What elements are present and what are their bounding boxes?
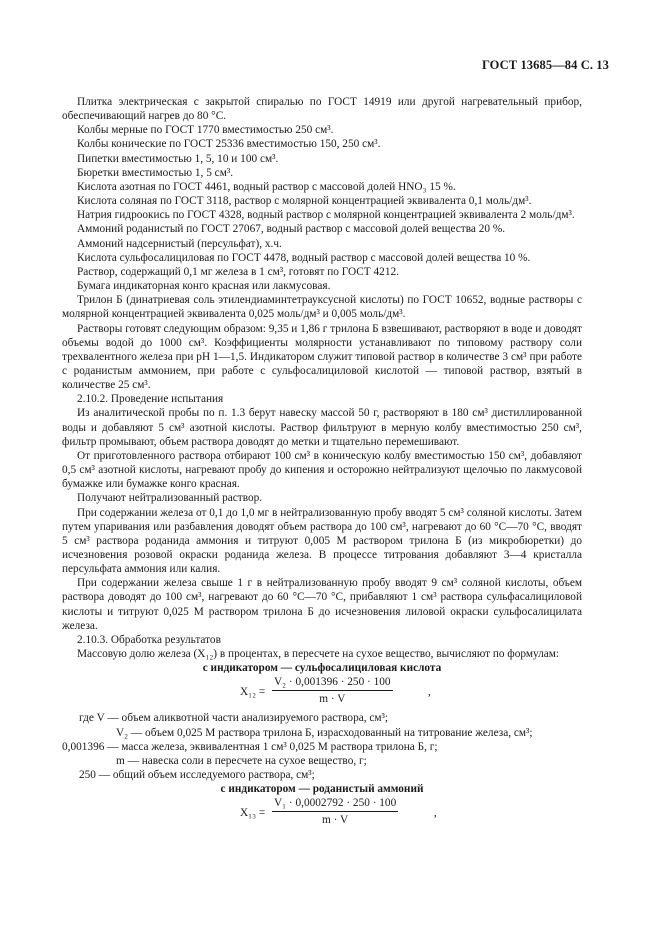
formula-numerator: V₁ · 0,0002792 · 250 · 100 (272, 796, 398, 811)
section-heading: 2.10.3. Обработка результатов (77, 633, 221, 646)
paragraph: Бюретки вместимостью 1, 5 см³. (77, 166, 234, 179)
formula-numerator: V₂ · 0,001396 · 250 · 100 (272, 675, 393, 690)
formula-comma: , (434, 807, 437, 820)
formula-comma: , (428, 686, 431, 699)
formula-denominator: m · V (322, 813, 349, 826)
paragraph: Кислота соляная по ГОСТ 3118, раствор с молярной концентрацией эквивалента 0,1 моль/дм³. (77, 195, 532, 208)
formula-fraction (272, 796, 398, 826)
paragraph: При содержании железа от 0,1 до 1,0 мг в нейтрализованную пробу вводят 5 см³ соляной кислоты. Затем путем упаривания или разбавления доводят объем раствора до 100 см³, нагревают до 60 °С—70 °С, вводят 5 см³ раствора роданида аммония и титруют 0,005 М раствором трилона Б (из микробюретки) до исчезновения розовой окраски роданида железа. В процессе титрования добавляют 3—4 кристалла персульфата аммония или калия. (62, 506, 582, 576)
formula-fraction (272, 675, 393, 705)
definition: 250 — общий объем исследуемого раствора, см³; (79, 769, 315, 782)
paragraph: От приготовленного раствора отбирают 100 см³ в коническую колбу вместимостью 150 см³, добавляют 0,5 см³ азотной кислоты, нагревают пробу до кипения и осторожно нейтрализуют щелочью по лакмусовой бумажке или бумажке конго красная. (62, 449, 582, 491)
paragraph: Трилон Б (динатриевая соль этилендиаминтетрауксусной кислоты) по ГОСТ 10652, водные растворы с молярной концентрацией эквивалента 0,025 моль/дм³ и 0,005 моль/дм³. (62, 294, 582, 321)
paragraph: Натрия гидроокись по ГОСТ 4328, водный раствор с молярной концентрацией эквивалента 2 моль/дм³. (77, 209, 575, 222)
formula-lhs: X₁₂ = (240, 686, 266, 699)
formula-heading: с индикатором — сульфосалициловая кислота (202, 662, 442, 675)
paragraph: Получают нейтрализованный раствор. (77, 492, 263, 505)
paragraph: Раствор, содержащий 0,1 мг железа в 1 см³, готовят по ГОСТ 4212. (77, 265, 399, 278)
definition: m — навеска соли в пересчете на сухое вещество, г; (116, 754, 367, 767)
paragraph: Пипетки вместимостью 1, 5, 10 и 100 см³. (77, 152, 279, 165)
paragraph: Колбы конические по ГОСТ 25336 вместимостью 150, 250 см³. (77, 138, 381, 151)
formula-lhs: X₁₃ = (240, 807, 266, 820)
paragraph: Кислота сульфосалициловая по ГОСТ 4478, водный раствор с массовой долей вещества 10 %. (77, 251, 531, 264)
paragraph: Бумага индикаторная конго красная или лакмусовая. (77, 280, 331, 293)
formula-x12 (62, 675, 582, 709)
paragraph: Растворы готовят следующим образом: 9,35 и 1,86 г трилона Б взвешивают, растворяют в воде и доводят объемы водой до 1000 см³. Коэффициенты молярности устанавливают по типовому раствору соли трехвалентного железа при pH 1—1,5. Индикатором служит типовой раствор в количестве 3 см³ при работе с роданистым аммонием, при работе с сульфосалициловой кислотой — типовой раствор, взятый в количестве 25 см³. (62, 322, 582, 392)
paragraph: Кислота азотная по ГОСТ 4461, водный раствор с массовой долей HNO₃ 15 %. (77, 180, 456, 193)
section-heading: 2.10.2. Проведение испытания (77, 393, 224, 406)
definition: 0,001396 — масса железа, эквивалентная 1 см³ 0,025 М раствора трилона Б, г; (62, 740, 438, 753)
document-body (62, 95, 582, 832)
formula-denominator: m · V (319, 692, 346, 705)
paragraph: Аммоний надсернистый (персульфат), х.ч. (77, 237, 282, 250)
definition: где V — объем аликвотной части анализируемого раствора, см³; (79, 712, 389, 725)
paragraph: Массовую долю железа (X₁₂) в процентах, в пересчете на сухое вещество, вычисляют по формулам: (77, 648, 560, 661)
formula-heading: с индикатором — роданистый аммоний (220, 783, 424, 796)
page-header: ГОСТ 13685—84 С. 13 (481, 58, 609, 72)
paragraph: Колбы мерные по ГОСТ 1770 вместимостью 250 см³. (77, 124, 334, 137)
paragraph: Из аналитической пробы по п. 1.3 берут навеску массой 50 г, растворяют в 180 см³ дистиллированной воды и добавляют 5 см³ азотной кислоты. Раствор фильтруют в мерную колбу вместимостью 250 см³, фильтр промывают, объем раствора доводят до метки и тщательно перемешивают. (62, 407, 582, 448)
paragraph: Аммоний роданистый по ГОСТ 27067, водный раствор с массовой долей вещества 20 %. (77, 223, 506, 236)
paragraph: Плитка электрическая с закрытой спиралью по ГОСТ 14919 или другой нагревательный прибор, обеспечивающий нагрев до 80 °С. (62, 96, 582, 123)
paragraph: При содержании железа свыше 1 г в нейтрализованную пробу вводят 9 см³ соляной кислоты, объем раствора доводят до 100 см³, нагревают до 60 °С—70 °С, прибавляют 1 см³ раствора сульфасалициловой кислоты и титруют 0,025 М раствором трилона Б до исчезновения лиловой окраски сульфосалицилата железа. (62, 577, 582, 632)
formula-x13 (62, 796, 582, 830)
definition: V₂ — объем 0,025 М раствора трилона Б, израсходованный на титрование железа, см³; (116, 726, 533, 739)
